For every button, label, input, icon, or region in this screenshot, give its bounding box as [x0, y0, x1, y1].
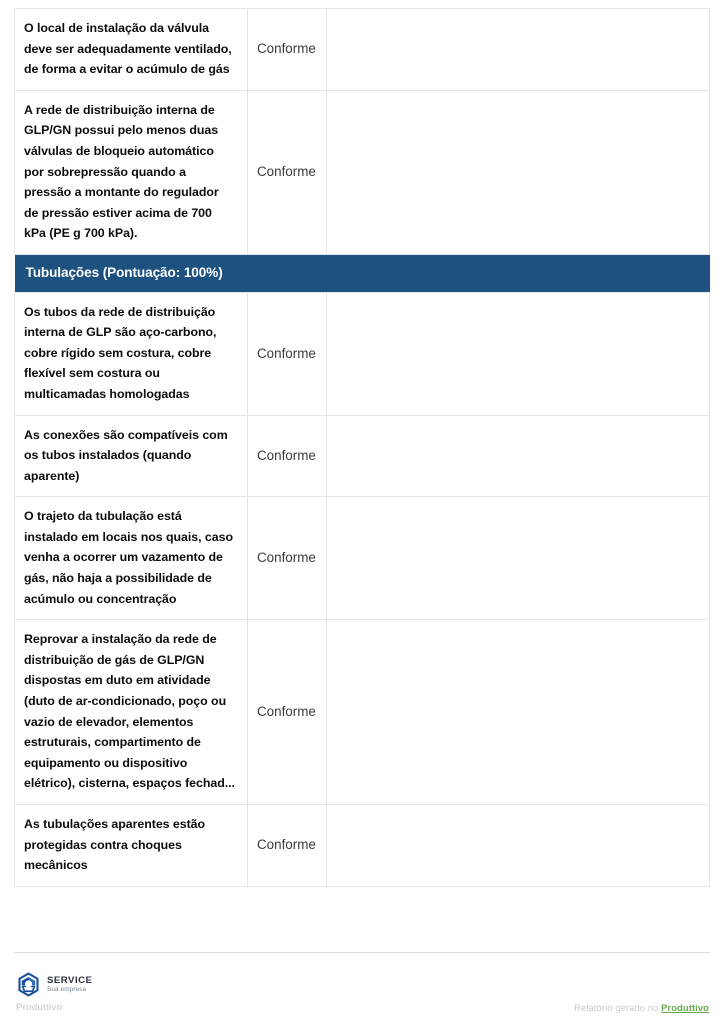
- footer-brand-label: Produttivo: [16, 1002, 63, 1013]
- footer-divider: [14, 952, 710, 953]
- checklist-notes: [327, 9, 710, 91]
- checklist-item-text: As conexões são compatíveis com os tubos instalados (quando aparente): [15, 415, 248, 497]
- checklist-item-text: As tubulações aparentes estão protegidas contra choques mecânicos: [15, 805, 248, 887]
- table-row: [15, 620, 710, 805]
- table-row: [15, 805, 710, 887]
- section-title: Tubulações (Pontuação: 100%): [15, 255, 710, 292]
- page-footer: [0, 952, 724, 1024]
- footer-credit: [574, 1002, 709, 1013]
- checklist-item-text: Reprovar a instalação da rede de distribuição de gás de GLP/GN dispostas em duto em atividade (duto de ar-condicionado, poço ou vazio de elevador, elementos estruturais, compartimento de equipamento ou dispositivo elétrico), cisterna, espaços fechad...: [15, 620, 248, 805]
- checklist-answer: Conforme: [248, 497, 327, 620]
- checklist-notes: [327, 90, 710, 254]
- section-header-cell: [15, 254, 710, 292]
- company-logo: [16, 972, 92, 997]
- service-hexagon-logo-icon: [16, 972, 41, 997]
- checklist-answer: Conforme: [248, 292, 327, 415]
- section-header-row: [15, 254, 710, 292]
- table-row: [15, 292, 710, 415]
- checklist-item-text: Os tubos da rede de distribuição interna de GLP são aço-carbono, cobre rígido sem costura, cobre flexível sem costura ou multicamadas homologadas: [15, 292, 248, 415]
- checklist-answer: Conforme: [248, 90, 327, 254]
- checklist-answer: Conforme: [248, 805, 327, 887]
- checklist-notes: [327, 415, 710, 497]
- checklist-notes: [327, 620, 710, 805]
- checklist-answer: Conforme: [248, 620, 327, 805]
- checklist-answer: Conforme: [248, 9, 327, 91]
- table-row: [15, 497, 710, 620]
- checklist-notes: [327, 805, 710, 887]
- checklist-item-text: A rede de distribuição interna de GLP/GN possui pelo menos duas válvulas de bloqueio automático por sobrepressão quando a pressão a montante do regulador de pressão estiver acima de 700 kPa (PE g 700 kPa).: [15, 90, 248, 254]
- checklist-notes: [327, 292, 710, 415]
- logo-wordmark: [47, 976, 92, 994]
- checklist-table-body: [15, 9, 710, 895]
- table-row: [15, 90, 710, 254]
- checklist-table: [14, 8, 710, 895]
- footer-credit-prefix: Relatório gerado no: [574, 1002, 662, 1013]
- checklist-answer: Conforme: [248, 415, 327, 497]
- logo-company-tagline: Sua empresa: [47, 986, 87, 994]
- checklist-notes: [327, 497, 710, 620]
- checklist-item-text: O trajeto da tubulação está instalado em locais nos quais, caso venha a ocorrer um vazamento de gás, não haja a possibilidade de acúmulo ou concentração: [15, 497, 248, 620]
- table-bottom-spacer: [15, 886, 710, 895]
- produttivo-link[interactable]: Produttivo: [661, 1002, 709, 1013]
- checklist-item-text: O local de instalação da válvula deve ser adequadamente ventilado, de forma a evitar o acúmulo de gás: [15, 9, 248, 91]
- table-row: [15, 9, 710, 91]
- logo-company-name: SERVICE: [47, 974, 93, 986]
- table-bottom-spacer-cell: [15, 886, 710, 895]
- table-row: [15, 415, 710, 497]
